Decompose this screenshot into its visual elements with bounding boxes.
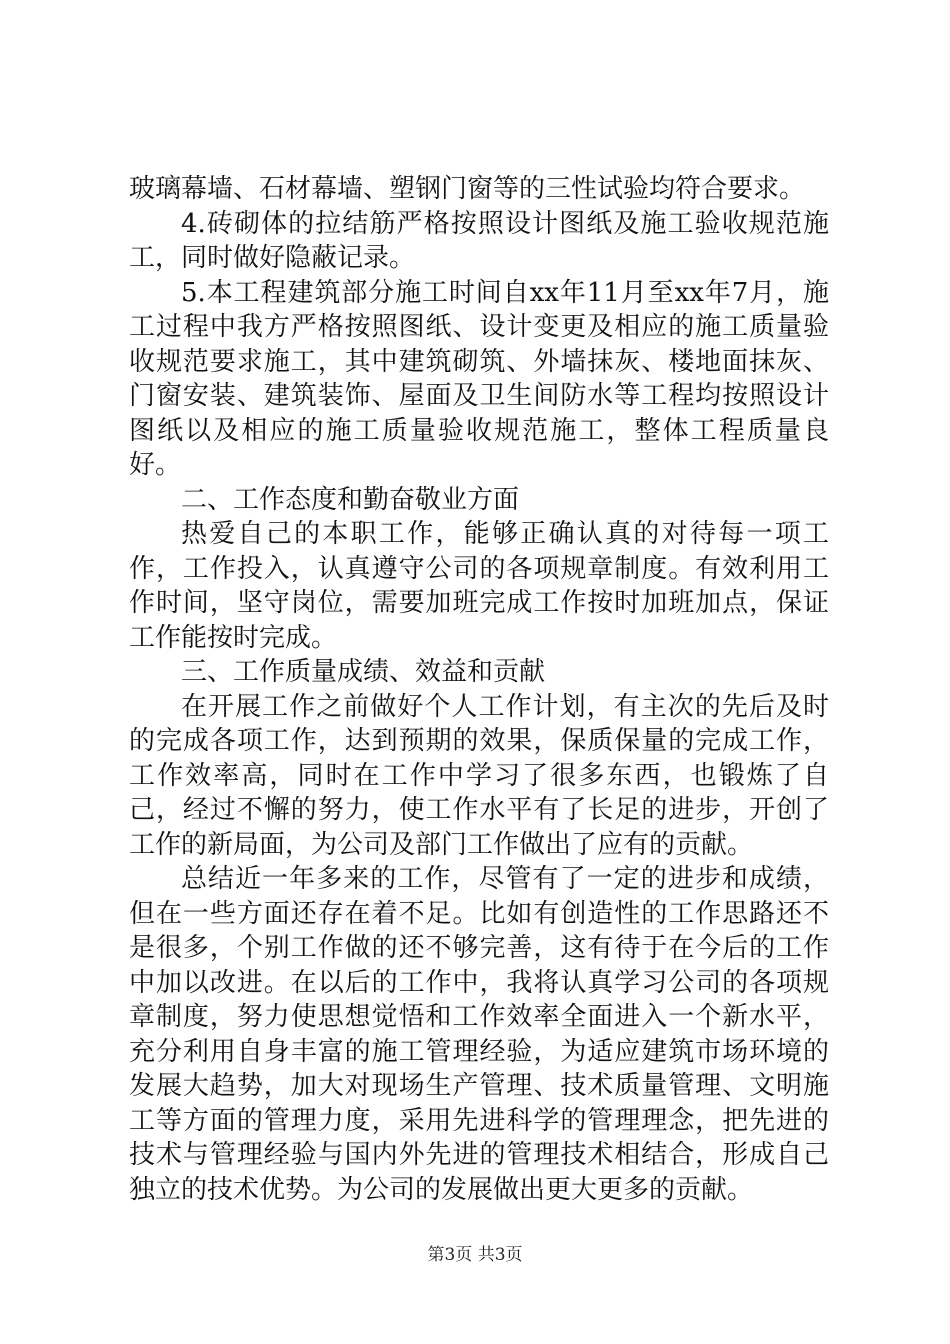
paragraph-item-5: 5.本工程建筑部分施工时间自xx年11月至xx年7月，施工过程中我方严格按照图纸、设计变更及相应的施工质量验收规范要求施工，其中建筑砌筑、外墙抹灰、楼地面抹灰、门窗安装、建筑装饰、屋面及卫生间防水等工程均按照设计图纸以及相应的施工质量验收规范施工，整体工程质量良好。 bbox=[129, 277, 829, 480]
section-heading-work-attitude: 二、工作态度和勤奋敬业方面 bbox=[181, 484, 520, 515]
paragraph-continuation: 玻璃幕墙、石材幕墙、塑钢门窗等的三性试验均符合要求。 bbox=[129, 174, 806, 204]
paragraph-summary: 总结近一年多来的工作，尽管有了一定的进步和成绩，但在一些方面还存在着不足。比如有创造性的工作思路还不是很多，个别工作做的还不够完善，这有待于在今后的工作中加以改进。在以后的工作中，我将认真学习公司的各项规章制度，努力使思想觉悟和工作效率全面进入一个新水平，充分利用自身丰富的施工管理经验，为适应建筑市场环境的发展大趋势，加大对现场生产管理、技术质量管理、文明施工等方面的管理力度，采用先进科学的管理理念，把先进的技术与管理经验与国内外先进的管理技术相结合，形成自己独立的技术优势。为公司的发展做出更大更多的贡献。 bbox=[129, 864, 829, 1205]
page-number-footer: 第3页 共3页 bbox=[427, 1245, 523, 1265]
paragraph-work-quality: 在开展工作之前做好个人工作计划，有主次的先后及时的完成各项工作，达到预期的效果，保质保量的完成工作，工作效率高，同时在工作中学习了很多东西，也锻炼了自己，经过不懈的努力，使工作水平有了长足的进步，开创了工作的新局面，为公司及部门工作做出了应有的贡献。 bbox=[129, 691, 829, 860]
paragraph-item-4: 4.砖砌体的拉结筋严格按照设计图纸及施工验收规范施工，同时做好隐蔽记录。 bbox=[129, 208, 829, 273]
document-body bbox=[129, 172, 829, 1207]
paragraph-work-attitude: 热爱自己的本职工作，能够正确认真的对待每一项工作，工作投入，认真遵守公司的各项规章制度。有效利用工作时间，坚守岗位，需要加班完成工作按时加班加点，保证工作能按时完成。 bbox=[129, 519, 829, 653]
section-heading-work-quality: 三、工作质量成绩、效益和贡献 bbox=[181, 657, 546, 687]
